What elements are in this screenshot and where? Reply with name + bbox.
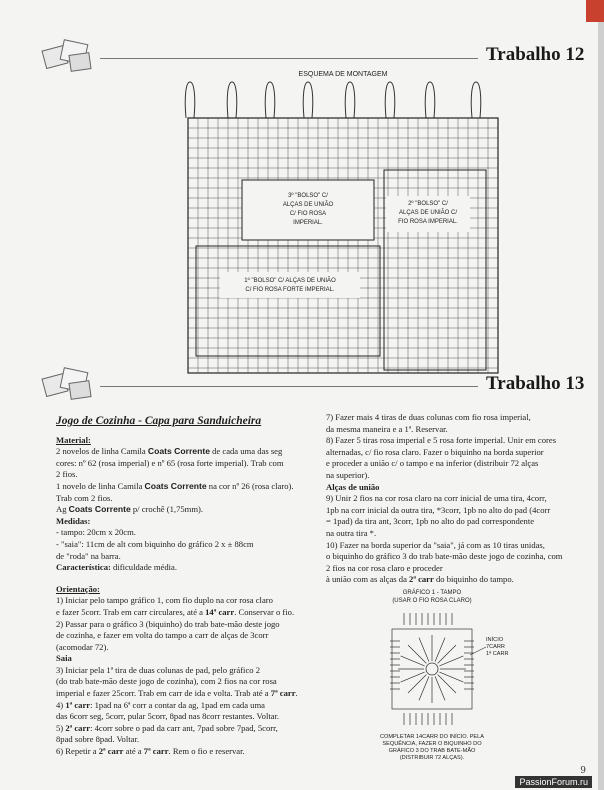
- step-text: 7) Fazer mais 4 tiras de duas colunas com fio rosa imperial,: [326, 412, 531, 422]
- step-text: 4): [56, 699, 66, 710]
- step-text: 9) Unir 2 fios na cor rosa claro na corr inicial de uma tira, 4corr,: [326, 493, 547, 504]
- material-text: cores: nº 62 (rosa imperial) e nº 65 (rosa forte imperial). Trab com: [56, 457, 284, 468]
- step-text: o biquinho do gráfico 3 do trab bate-mão deste jogo de cozinha, com: [326, 551, 563, 562]
- medidas-heading: Medidas:: [56, 515, 91, 526]
- step-text: (do trab bate-mão deste jogo de cozinha), com 2 fios na cor rosa: [56, 676, 277, 687]
- page-edge-tab: [586, 0, 604, 22]
- measure-text: - "saia": 11cm de alt com biquinho do gráfico 2 x ± 88cm: [56, 538, 254, 549]
- caracteristica-label: Característica:: [56, 562, 111, 573]
- step-text: 1pb na corr inicial da outra tira, *3corr, 1pb no alto do pad (4corr: [326, 504, 551, 515]
- yarn-squares-icon: [40, 366, 102, 404]
- step-emphasis: 2ª carr: [65, 722, 91, 733]
- measure-text: - tampo: 20cm x 20cm.: [56, 527, 136, 538]
- step-emphasis: 7ª carr: [143, 746, 169, 757]
- step-text: . Conservar o fio.: [234, 606, 295, 617]
- bolso2-line3: FIO ROSA IMPERIAL.: [398, 219, 458, 225]
- bolso3-line4: IMPERIAL.: [293, 220, 323, 226]
- bolso3-line2: ALÇAS DE UNIÃO: [282, 202, 334, 208]
- step-text: da mesma maneira e a 1ª. Reservar.: [326, 423, 448, 434]
- stitch-mark: [419, 676, 429, 700]
- stitch-mark: [435, 638, 445, 662]
- diagram-title: ESQUEMA DE MONTAGEM: [298, 71, 388, 78]
- crochet-chart-1: [370, 585, 530, 770]
- bolso3-line1: 3º "BOLSO" C/: [288, 193, 328, 199]
- chart1-subtitle: (USAR O FIO ROSA CLARO): [392, 598, 472, 604]
- chart1-inicio-label: 1ª CARR: [486, 651, 509, 657]
- stitch-mark: [435, 676, 445, 700]
- step-text: : 1pad na 6ª corr a contar da ag, 1pad em cada uma: [90, 699, 265, 710]
- caracteristica-text: dificuldade média.: [110, 562, 177, 573]
- stitch-mark: [401, 656, 425, 666]
- page-edge: [598, 0, 604, 790]
- page-number: 9: [580, 766, 586, 776]
- stitch-mark: [439, 672, 463, 682]
- step-text: e fazer 5corr. Trab em carr circulares, até a: [56, 606, 206, 617]
- step-emphasis: 2ª carr: [409, 574, 434, 585]
- hanging-loop: [345, 82, 355, 118]
- stitch-mark: [408, 675, 426, 693]
- bolso2-line1: 2º "BOLSO" C/: [408, 201, 448, 207]
- section-divider: [100, 58, 478, 59]
- step-text: até a: [123, 746, 144, 757]
- step-text: 6) Repetir a: [56, 746, 99, 757]
- brand-name: Coats Corrente: [68, 504, 131, 515]
- step-emphasis: 2ª carr: [98, 746, 124, 757]
- hanging-loop: [185, 82, 195, 118]
- step-text: imperial e fazer 25corr. Trab em carr de ida e volta. Trab até a: [56, 688, 271, 699]
- bolso2-line2: ALÇAS DE UNIÃO C/: [398, 210, 458, 216]
- instructions-left-column: [56, 416, 318, 758]
- step-text: .: [295, 688, 298, 699]
- step-text: 8pad sobre 8pad. Voltar.: [56, 734, 139, 745]
- step-text: 5): [56, 722, 66, 733]
- material-text: Ag: [56, 504, 69, 515]
- stitch-mark: [408, 645, 426, 663]
- saia-heading: Saia: [56, 653, 72, 664]
- stitch-mark: [438, 645, 456, 663]
- step-text: 3) Iniciar pela 1ª tira de duas colunas de pad, pelo gráfico 2: [56, 664, 261, 675]
- chart1-inicio-label: INÍCIO: [486, 637, 504, 643]
- hanging-loop: [425, 82, 435, 118]
- stitch-mark: [401, 672, 425, 682]
- material-text: Trab com 2 fios.: [56, 492, 113, 503]
- step-emphasis: 14ª carr: [205, 606, 235, 617]
- chart1-note: (DISTRIBUIR 72 ALÇAS).: [399, 755, 465, 761]
- alcas-heading: Alças de união: [326, 481, 380, 492]
- hanging-loop: [471, 82, 481, 118]
- section-divider: [100, 386, 478, 387]
- chart1-title: GRÁFICO 1 - TAMPO: [402, 590, 462, 596]
- hanging-loop: [303, 82, 313, 118]
- step-emphasis: 7ª carr: [270, 688, 296, 699]
- step-emphasis: 1ª carr: [65, 699, 91, 710]
- step-text: 2 fios na cor rosa claro e proceder: [326, 562, 443, 573]
- step-text: das 6corr seg, 5corr, pular 5corr, 8pad nas 8corr restantes. Voltar.: [56, 711, 280, 722]
- stitch-mark: [419, 638, 429, 662]
- step-text: do biquinho do tampo.: [433, 574, 514, 585]
- chart1-inicio-label: 7CARR: [486, 644, 505, 650]
- step-text: alternadas, c/ fio rosa claro. Fazer o biquinho na borda superior: [326, 446, 544, 457]
- hanging-loop: [227, 82, 237, 118]
- step-text: 1) Iniciar pelo tampo gráfico 1, com fio duplo na cor rosa claro: [56, 595, 273, 606]
- chart1-note: COMPLETAR 14CARR DO INÍCIO. PELA: [379, 734, 485, 740]
- step-text: e proceder a união c/ o tampo e na inferior (distribuir 72 alças: [326, 458, 539, 469]
- material-text: 2 novelos de linha Camila: [56, 446, 148, 457]
- step-text: . Rem o fio e reservar.: [168, 746, 245, 757]
- step-text: à união com as alças da: [326, 574, 410, 585]
- measure-text: de "roda" na barra.: [56, 550, 121, 561]
- step-text: : 4corr sobre o pad da carr ant, 7pad sobre 7pad, 5corr,: [90, 722, 278, 733]
- section-title-12: Trabalho 12: [486, 44, 585, 65]
- step-text: 2) Passar para o gráfico 3 (biquinho) do trab bate-mão deste jogo: [56, 618, 280, 629]
- step-text: de cozinha, e fazer em volta do tampo a carr de alças de 3corr: [56, 630, 269, 641]
- brand-name: Coats Corrente: [147, 446, 210, 457]
- hanging-loop: [265, 82, 275, 118]
- stitch-mark: [439, 656, 463, 666]
- material-text: 2 fios.: [56, 469, 78, 480]
- bolso1-line2: C/ FIO ROSA FORTE IMPERIAL.: [245, 287, 335, 293]
- chart1-note: GRÁFICO 3 DO TRAB BATE-MÃO: [388, 748, 476, 754]
- step-text: 10) Fazer na borda superior da "saia", já com as 10 tiras unidas,: [326, 539, 545, 550]
- material-text: na cor nº 26 (rosa claro).: [206, 480, 294, 491]
- section-title-13: Trabalho 13: [486, 373, 585, 394]
- brand-name: Coats Corrente: [144, 480, 207, 491]
- material-heading: Material:: [56, 434, 91, 445]
- bolso1-line1: 1º "BOLSO" C/ ALÇAS DE UNIÃO: [244, 278, 336, 284]
- step-text: 8) Fazer 5 tiras rosa imperial e 5 rosa forte imperial. Unir em cores: [326, 435, 557, 446]
- orientacao-heading: Orientação:: [56, 583, 100, 594]
- material-text: de cada uma das seg: [209, 446, 283, 457]
- step-text: (acomodar 72).: [56, 641, 109, 652]
- stitch-mark: [438, 675, 456, 693]
- instructions-right-column: [326, 412, 588, 586]
- chart1-note: SEQUÊNCIA, FAZER O BIQUINHO DO: [382, 741, 482, 747]
- step-text: = 1pad) da tira ant, 3corr, 1pb no alto do pad correspondente: [326, 516, 535, 527]
- watermark: PassionForum.ru: [515, 776, 592, 788]
- hanging-loop: [385, 82, 395, 118]
- item-title: Jogo de Cozinha - Capa para Sanduicheira: [56, 415, 262, 427]
- bolso3-line3: C/ FIO ROSA: [289, 211, 327, 217]
- material-text: p/ crochê (1,75mm).: [130, 504, 204, 515]
- assembly-diagram: [178, 66, 508, 381]
- material-text: 1 novelo de linha Camila: [56, 480, 145, 491]
- step-text: na superior).: [326, 469, 370, 480]
- step-text: na outra tira *.: [326, 527, 377, 538]
- yarn-squares-icon: [40, 38, 102, 76]
